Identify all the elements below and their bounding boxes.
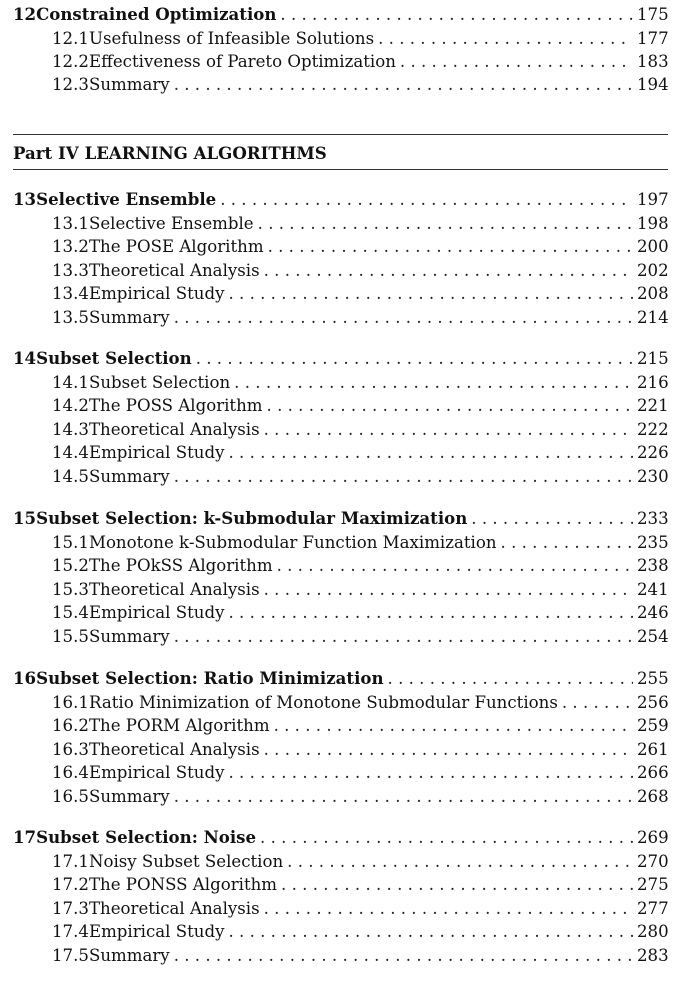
section-title: Theoretical Analysis (88, 740, 260, 759)
section-title: Theoretical Analysis (88, 261, 260, 280)
toc-section-row[interactable] (0, 578, 693, 601)
section-number: 17.3 (52, 899, 89, 918)
section-title: Empirical Study (88, 603, 225, 622)
dot-leader (174, 306, 633, 329)
section-title: Theoretical Analysis (88, 899, 260, 918)
section-number: 16.2 (52, 716, 89, 735)
dot-leader (281, 873, 633, 896)
section-title: Summary (88, 627, 170, 646)
dot-leader (280, 3, 633, 26)
toc-section-row[interactable] (0, 394, 693, 417)
section-number: 14.3 (52, 420, 89, 439)
toc-chapter-row[interactable] (0, 826, 693, 849)
section-number: 16.3 (52, 740, 89, 759)
page-number: 230 (637, 467, 669, 486)
page-number: 277 (637, 899, 669, 918)
chapter-number: 17 (13, 827, 37, 847)
section-number: 13.4 (52, 284, 89, 303)
section-number: 14.4 (52, 443, 89, 462)
part-name: LEARNING ALGORITHMS (84, 143, 327, 163)
section-title: Usefulness of Infeasible Solutions (88, 29, 375, 48)
toc-section-row[interactable] (0, 418, 693, 441)
section-number: 16.1 (52, 693, 89, 712)
page-number: 241 (637, 580, 669, 599)
dot-leader (234, 371, 633, 394)
dot-leader (260, 826, 633, 849)
toc-section-row[interactable] (0, 282, 693, 305)
dot-leader (267, 394, 633, 417)
dot-leader (400, 50, 633, 73)
page-number: 259 (637, 716, 669, 735)
toc-chapter-row[interactable] (0, 188, 693, 211)
chapter-title: Constrained Optimization (36, 4, 277, 24)
toc-section-row[interactable] (0, 306, 693, 329)
dot-leader (264, 738, 633, 761)
page-number: 268 (637, 787, 669, 806)
chapter-title: Subset Selection (36, 348, 192, 368)
section-title: Summary (88, 75, 170, 94)
toc-section-row[interactable] (0, 761, 693, 784)
dot-leader (562, 691, 633, 714)
section-title: The POkSS Algorithm (88, 556, 273, 575)
dot-leader (220, 188, 633, 211)
dot-leader (264, 259, 633, 282)
section-number: 17.2 (52, 875, 89, 894)
section-number: 17.5 (52, 946, 89, 965)
page-number: 261 (637, 740, 669, 759)
toc-chapter-row[interactable] (0, 347, 693, 370)
dot-leader (277, 554, 633, 577)
dot-leader (228, 282, 633, 305)
section-number: 12.2 (52, 52, 89, 71)
page-number: 175 (637, 5, 669, 24)
dot-leader (471, 507, 633, 530)
toc-section-row[interactable] (0, 50, 693, 73)
page-number: 275 (637, 875, 669, 894)
page-number: 283 (637, 946, 669, 965)
section-number: 15.5 (52, 627, 89, 646)
part-heading (13, 142, 327, 165)
dot-leader (264, 897, 633, 920)
section-number: 15.4 (52, 603, 89, 622)
dot-leader (174, 944, 633, 967)
toc-section-row[interactable] (0, 601, 693, 624)
section-number: 17.4 (52, 922, 89, 941)
section-title: The PORM Algorithm (88, 716, 270, 735)
dot-leader (268, 235, 633, 258)
section-title: Empirical Study (88, 763, 225, 782)
section-title: Summary (88, 308, 170, 327)
toc-section-row[interactable] (0, 554, 693, 577)
page-number: 280 (637, 922, 669, 941)
section-number: 13.1 (52, 214, 89, 233)
toc-section-row[interactable] (0, 531, 693, 554)
section-number: 16.4 (52, 763, 89, 782)
dot-leader (174, 625, 633, 648)
dot-leader (287, 850, 633, 873)
dot-leader (378, 27, 633, 50)
page-number: 255 (637, 669, 669, 688)
part-top-rule (13, 134, 668, 135)
section-number: 14.1 (52, 373, 89, 392)
page-number: 177 (637, 29, 669, 48)
toc-section-row[interactable] (0, 897, 693, 920)
toc-section-row[interactable] (0, 691, 693, 714)
page-number: 194 (637, 75, 669, 94)
part-bottom-rule (13, 169, 668, 170)
page-number: 216 (637, 373, 669, 392)
chapter-number: 13 (13, 189, 37, 209)
page-number: 235 (637, 533, 669, 552)
toc-section-row[interactable] (0, 625, 693, 648)
section-title: Monotone k-Submodular Function Maximization (88, 533, 497, 552)
toc-section-row[interactable] (0, 873, 693, 896)
section-title: Effectiveness of Pareto Optimization (88, 52, 396, 71)
page-number: 200 (637, 237, 669, 256)
toc-section-row[interactable] (0, 441, 693, 464)
toc-section-row[interactable] (0, 465, 693, 488)
dot-leader (228, 920, 633, 943)
dot-leader (228, 441, 633, 464)
section-number: 12.3 (52, 75, 89, 94)
dot-leader (264, 418, 633, 441)
toc-section-row[interactable] (0, 212, 693, 235)
chapter-number: 12 (13, 4, 37, 24)
section-number: 15.3 (52, 580, 89, 599)
toc-section-row[interactable] (0, 944, 693, 967)
section-number: 14.5 (52, 467, 89, 486)
section-title: Empirical Study (88, 443, 225, 462)
section-number: 15.1 (52, 533, 89, 552)
chapter-number: 15 (13, 508, 37, 528)
dot-leader (196, 347, 633, 370)
page-number: 238 (637, 556, 669, 575)
dot-leader (228, 601, 633, 624)
toc-section-row[interactable] (0, 235, 693, 258)
dot-leader (501, 531, 633, 554)
chapter-number: 14 (13, 348, 37, 368)
page-number: 222 (637, 420, 669, 439)
page-number: 256 (637, 693, 669, 712)
page-number: 208 (637, 284, 669, 303)
dot-leader (174, 785, 633, 808)
toc-section-row[interactable] (0, 259, 693, 282)
section-number: 13.3 (52, 261, 89, 280)
page-number: 246 (637, 603, 669, 622)
chapter-title: Subset Selection: Noise (36, 827, 257, 847)
chapter-number: 16 (13, 668, 37, 688)
page-number: 215 (637, 349, 669, 368)
page-number: 198 (637, 214, 669, 233)
page-number: 270 (637, 852, 669, 871)
toc-section-row[interactable] (0, 27, 693, 50)
section-title: Empirical Study (88, 922, 225, 941)
dot-leader (174, 73, 633, 96)
page-number: 202 (637, 261, 669, 280)
part-label: Part IV (13, 143, 79, 163)
section-title: Theoretical Analysis (88, 420, 260, 439)
toc-section-row[interactable] (0, 850, 693, 873)
page-number: 233 (637, 509, 669, 528)
section-number: 13.2 (52, 237, 89, 256)
section-title: Theoretical Analysis (88, 580, 260, 599)
dot-leader (174, 465, 633, 488)
section-title: Summary (88, 787, 170, 806)
dot-leader (274, 714, 633, 737)
section-number: 17.1 (52, 852, 89, 871)
toc-section-row[interactable] (0, 371, 693, 394)
section-number: 16.5 (52, 787, 89, 806)
page-number: 214 (637, 308, 669, 327)
page-number: 221 (637, 396, 669, 415)
section-number: 12.1 (52, 29, 89, 48)
chapter-title: Subset Selection: k-Submodular Maximization (36, 508, 468, 528)
page-number: 266 (637, 763, 669, 782)
page-number: 183 (637, 52, 669, 71)
page-number: 269 (637, 828, 669, 847)
dot-leader (264, 578, 633, 601)
toc-chapter-row[interactable] (0, 667, 693, 690)
section-title: The PONSS Algorithm (88, 875, 278, 894)
section-number: 13.5 (52, 308, 89, 327)
toc-chapter-row[interactable] (0, 507, 693, 530)
toc-chapter-row[interactable] (0, 3, 693, 26)
section-title: Selective Ensemble (88, 214, 254, 233)
page-number: 226 (637, 443, 669, 462)
section-title: Noisy Subset Selection (88, 852, 284, 871)
chapter-title: Selective Ensemble (36, 189, 217, 209)
section-number: 15.2 (52, 556, 89, 575)
page-number: 254 (637, 627, 669, 646)
toc-section-row[interactable] (0, 714, 693, 737)
dot-leader (228, 761, 633, 784)
dot-leader (258, 212, 633, 235)
section-title: The POSE Algorithm (88, 237, 264, 256)
toc-section-row[interactable] (0, 920, 693, 943)
section-title: Ratio Minimization of Monotone Submodular Functions (88, 693, 558, 712)
dot-leader (388, 667, 633, 690)
section-title: The POSS Algorithm (88, 396, 263, 415)
chapter-title: Subset Selection: Ratio Minimization (36, 668, 384, 688)
section-title: Subset Selection (88, 373, 231, 392)
section-title: Empirical Study (88, 284, 225, 303)
section-number: 14.2 (52, 396, 89, 415)
page-number: 197 (637, 190, 669, 209)
toc-section-row[interactable] (0, 73, 693, 96)
section-title: Summary (88, 467, 170, 486)
toc-section-row[interactable] (0, 785, 693, 808)
section-title: Summary (88, 946, 170, 965)
toc-section-row[interactable] (0, 738, 693, 761)
